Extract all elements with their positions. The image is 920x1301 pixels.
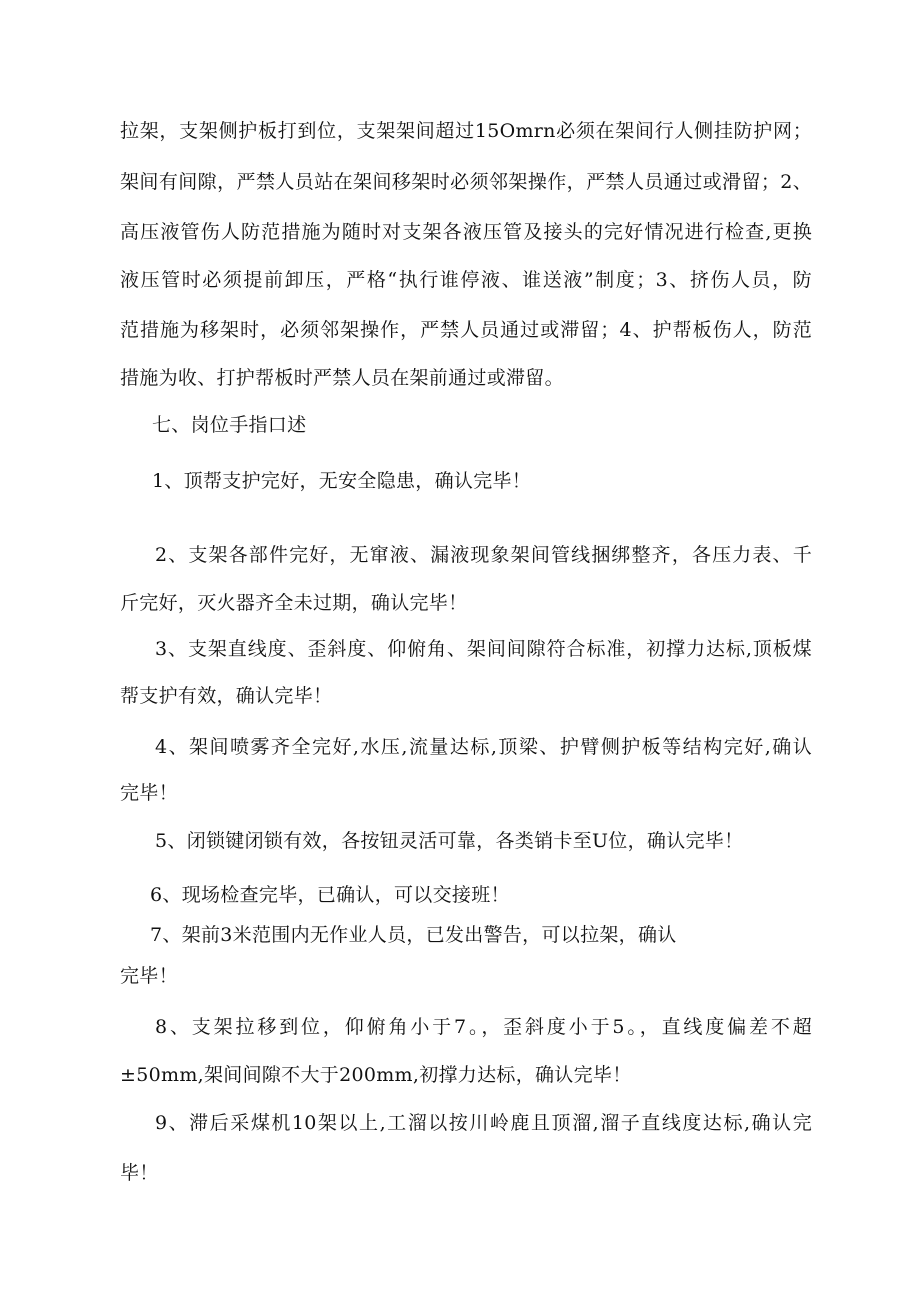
item-line: 7、架前3米范围内无作业人员，已发出警告，可以拉架，确认 (150, 924, 677, 946)
item-line: 完毕！ (120, 782, 178, 804)
item-line: 斤完好，灭火器齐全未过期，确认完毕！ (120, 592, 468, 614)
intro-line: 范措施为移架时，必须邻架操作，严禁人员通过或滞留；4、护帮板伤人，防范 (120, 319, 812, 341)
item-line: 9、滞后采煤机10架以上,工溜以按川岭鹿且顶溜,溜子直线度达标,确认完 (155, 1112, 812, 1134)
item-line: 8、支架拉移到位，仰俯角小于7。，歪斜度小于5。，直线度偏差不超 (155, 1016, 812, 1038)
item-line: 1、顶帮支护完好，无安全隐患，确认完毕！ (152, 470, 532, 492)
item-line: 4、架间喷雾齐全完好,水压,流量达标,顶梁、护臂侧护板等结构完好,确认 (155, 736, 812, 758)
intro-line: 高压液管伤人防范措施为随时对支架各液压管及接头的完好情况进行检查,更换 (120, 221, 812, 243)
intro-line: 措施为收、打护帮板时严禁人员在架前通过或滞留。 (120, 367, 564, 389)
item-line: 6、现场检查完毕，已确认，可以交接班！ (150, 884, 510, 906)
section-title: 七、岗位手指口述 (152, 414, 307, 436)
intro-line: 拉架，支架侧护板打到位，支架架间超过15Omrn必须在架间行人侧挂防护网； (120, 120, 812, 142)
item-line: 帮支护有效，确认完毕！ (120, 685, 333, 707)
item-line: ±50mm,架间间隙不大于200mm,初撑力达标，确认完毕！ (120, 1064, 632, 1086)
item-line: 5、闭锁键闭锁有效，各按钮灵活可靠，各类销卡至U位，确认完毕！ (155, 830, 744, 852)
intro-line: 架间有间隙，严禁人员站在架间移架时必须邻架操作，严禁人员通过或滑留；2、 (120, 171, 812, 193)
item-line: 毕！ (120, 1162, 159, 1184)
item-line: 2、支架各部件完好，无窜液、漏液现象架间管线捆绑整齐，各压力表、千 (155, 544, 812, 566)
intro-line: 液压管时必须提前卸压，严格“执行谁停液、谁送液”制度；3、挤伤人员，防 (120, 269, 812, 291)
item-line: 3、支架直线度、歪斜度、仰俯角、架间间隙符合标准，初撑力达标,顶板煤 (155, 638, 812, 660)
item-line: 完毕！ (120, 965, 178, 987)
